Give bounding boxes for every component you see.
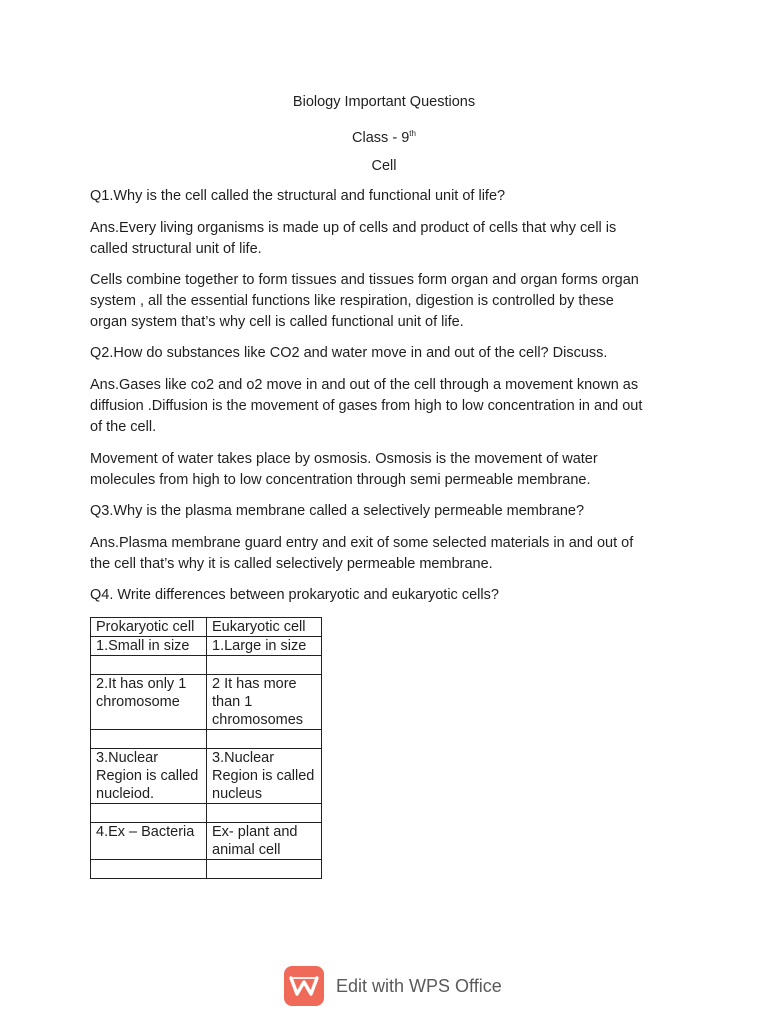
table-header-cell: Eukaryotic cell xyxy=(207,618,322,637)
table-cell: 3.Nuclear Region is called nucleus xyxy=(207,749,322,804)
table-empty-row xyxy=(91,656,322,675)
a3-line-1: Ans.Plasma membrane guard entry and exit of some selected materials in and out of xyxy=(90,535,634,551)
a1b-line-1: Cells combine together to form tissues and tissues form organ and organ forms organ xyxy=(90,272,639,288)
a1b-line-3: organ system that’s why cell is called functional unit of life. xyxy=(90,314,464,330)
table-empty-cell xyxy=(91,804,207,823)
edit-with-wps-label: Edit with WPS Office xyxy=(336,975,502,996)
table-empty-cell xyxy=(207,656,322,675)
question-2 xyxy=(90,343,690,364)
document-title: Biology Important Questions xyxy=(292,94,476,110)
answer-2 xyxy=(90,375,690,438)
table-empty-cell xyxy=(91,860,207,879)
table-empty-cell xyxy=(91,730,207,749)
class-label xyxy=(0,124,768,148)
a2-line-2: diffusion .Diffusion is the movement of gases from high to low concentration in and out xyxy=(90,398,643,414)
a2b-line-2: molecules from high to low concentration through semi permeable membrane. xyxy=(90,472,591,488)
table-cell: 1.Small in size xyxy=(91,637,207,656)
table-empty-row xyxy=(91,804,322,823)
answer-1 xyxy=(90,218,690,260)
a2-line-1: Ans.Gases like co2 and o2 move in and out of the cell through a movement known as xyxy=(90,377,639,393)
q3-text: Q3.Why is the plasma membrane called a selectively permeable membrane? xyxy=(90,503,585,519)
table-empty-row xyxy=(91,730,322,749)
class-text: Class - 9 xyxy=(352,130,410,146)
table-cell: 2.It has only 1 chromosome xyxy=(91,675,207,730)
a2b-line-1: Movement of water takes place by osmosis. Osmosis is the movement of water xyxy=(90,451,598,467)
answer-2-continued xyxy=(90,449,690,491)
q4-text: Q4. Write differences between prokaryotic and eukaryotic cells? xyxy=(90,587,499,603)
a1-line-2: called structural unit of life. xyxy=(90,241,262,257)
table-cell: Ex- plant and animal cell xyxy=(207,823,322,860)
topic-label: Cell xyxy=(371,158,397,174)
table-row xyxy=(91,675,322,730)
table-empty-cell xyxy=(207,804,322,823)
wps-logo-icon xyxy=(284,966,324,1006)
question-4 xyxy=(90,585,690,606)
table-cell: 2 It has more than 1 chromosomes xyxy=(207,675,322,730)
wps-w-glyph-icon xyxy=(289,975,319,997)
table-empty-cell xyxy=(207,860,322,879)
table-header-cell: Prokaryotic cell xyxy=(91,618,207,637)
a1b-line-2: system , all the essential functions like respiration, digestion is controlled by these xyxy=(90,293,614,309)
answer-1-continued xyxy=(90,270,690,333)
question-1 xyxy=(90,186,690,207)
table-empty-row xyxy=(91,860,322,879)
a1-line-1: Ans.Every living organisms is made up of cells and product of cells that why cell is xyxy=(90,220,617,236)
a3-line-2: the cell that’s why it is called selectively permeable membrane. xyxy=(90,556,493,572)
table-header-row xyxy=(91,618,322,637)
table-empty-cell xyxy=(207,730,322,749)
table-cell: 3.Nuclear Region is called nucleiod. xyxy=(91,749,207,804)
q2-text: Q2.How do substances like CO2 and water move in and out of the cell? Discuss. xyxy=(90,345,608,361)
a2-line-3: of the cell. xyxy=(90,419,157,435)
question-3 xyxy=(90,501,690,522)
table-row xyxy=(91,637,322,656)
table-empty-cell xyxy=(91,656,207,675)
edit-with-wps-button[interactable] xyxy=(284,964,502,1008)
class-superscript: th xyxy=(409,129,416,138)
table-row xyxy=(91,823,322,860)
table-row xyxy=(91,749,322,804)
q1-text: Q1.Why is the cell called the structural and functional unit of life? xyxy=(90,188,506,204)
table-cell: 4.Ex – Bacteria xyxy=(91,823,207,860)
answer-3 xyxy=(90,533,690,575)
table-cell: 1.Large in size xyxy=(207,637,322,656)
differences-table xyxy=(90,617,322,879)
